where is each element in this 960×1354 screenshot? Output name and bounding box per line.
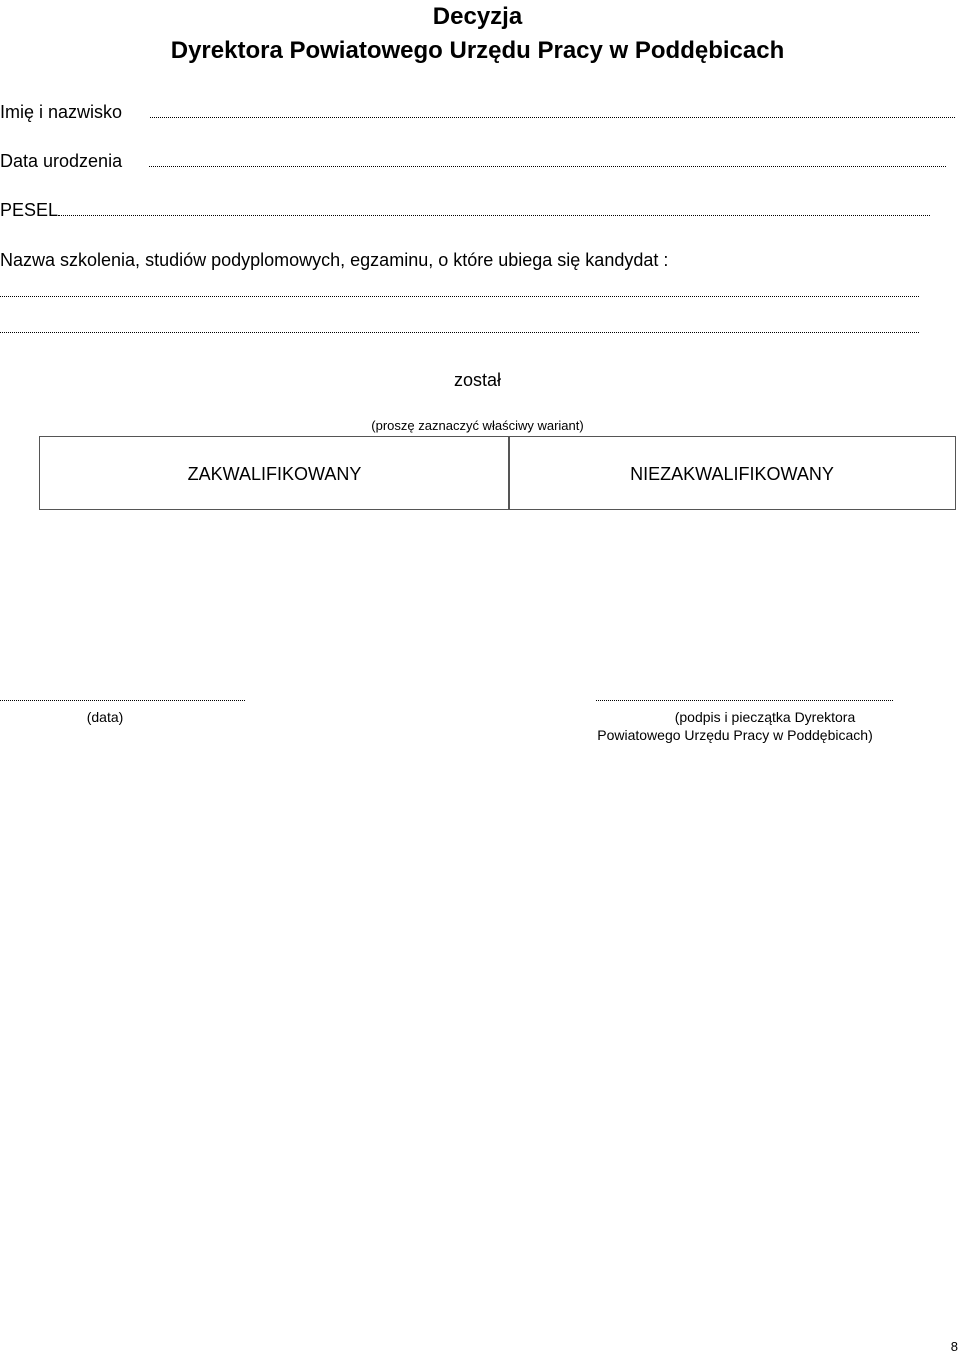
pesel-input-line[interactable] bbox=[58, 199, 930, 216]
pesel-field-row bbox=[0, 199, 930, 221]
date-label: (data) bbox=[86, 709, 124, 725]
signature-label-line-1: (podpis i pieczątka Dyrektora bbox=[674, 709, 856, 725]
result-instruction: (proszę zaznaczyć właściwy wariant) bbox=[371, 418, 584, 433]
birthdate-label: Data urodzenia bbox=[0, 151, 123, 171]
name-input-line[interactable] bbox=[150, 101, 955, 118]
result-verb: został bbox=[453, 370, 502, 390]
option-qualified-label: ZAKWALIFIKOWANY bbox=[187, 463, 362, 484]
birthdate-input-line[interactable] bbox=[149, 150, 946, 167]
name-field-row bbox=[0, 101, 955, 123]
option-not-qualified-label: NIEZAKWALIFIKOWANY bbox=[630, 463, 834, 484]
course-input-line-1[interactable] bbox=[0, 296, 919, 297]
course-label: Nazwa szkolenia, studiów podyplomowych, egzaminu, o które ubiega się kandydat : bbox=[0, 250, 669, 270]
name-label: Imię i nazwisko bbox=[0, 102, 123, 122]
option-not-qualified-box[interactable] bbox=[508, 436, 956, 510]
document-subtitle: Dyrektora Powiatowego Urzędu Pracy w Poddębicach bbox=[170, 37, 785, 64]
document-title: Decyzja bbox=[432, 3, 523, 30]
document-header bbox=[0, 0, 955, 68]
birthdate-field-row bbox=[0, 150, 946, 172]
signature-label bbox=[580, 708, 890, 744]
option-qualified-box[interactable] bbox=[39, 436, 510, 510]
date-signature-line[interactable] bbox=[0, 700, 245, 701]
pesel-label: PESEL bbox=[0, 200, 59, 220]
page-number: 8 bbox=[950, 1339, 958, 1354]
director-signature-line[interactable] bbox=[596, 700, 893, 701]
course-input-line-2[interactable] bbox=[0, 332, 919, 333]
course-field-row bbox=[0, 249, 955, 271]
signature-label-line-2: Powiatowego Urzędu Pracy w Poddębicach) bbox=[597, 727, 873, 743]
